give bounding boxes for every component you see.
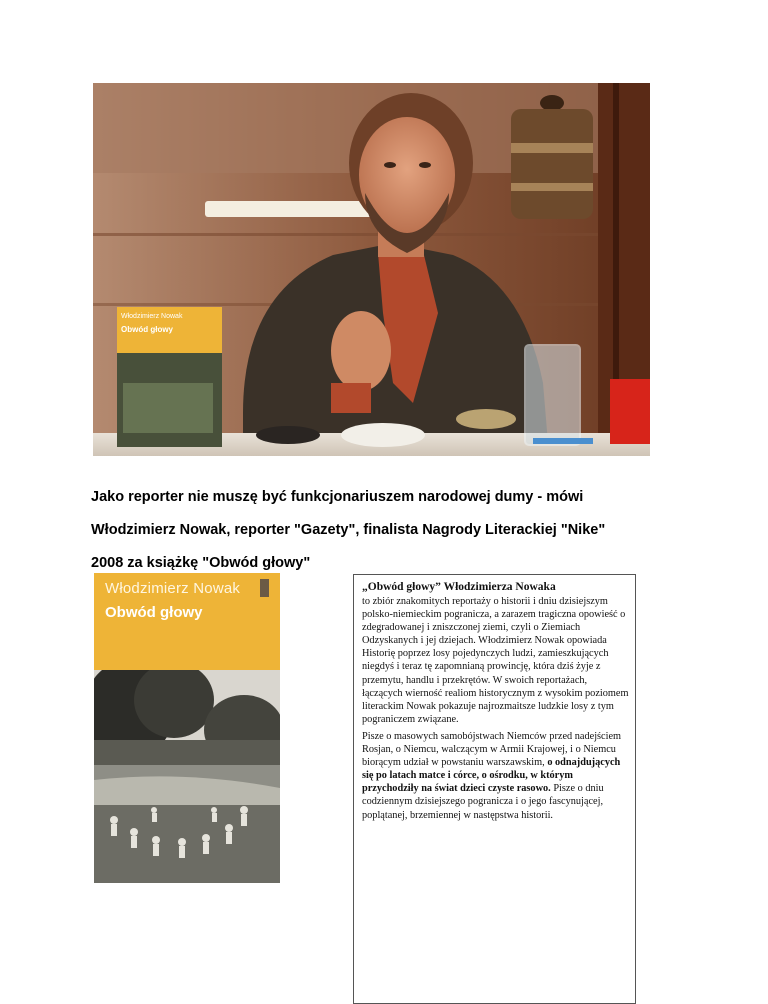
description-paragraph-1: to zbiór znakomitych reportaży o historii i dniu dzisiejszym polsko-niemieckim pogranicza, a zarazem tragiczna opowieść o zdegradowanej i zniszczonej ziemi, czyli o Ziemiach Odzyskanych i jej dziejach. Włodzimierz Nowak opowiada Historię poprzez losy pojedynczych ludzi, zamieszkujących niegdyś i teraz tę zapomnianą prowincję, która dziś żyje z przemytu, handlu i przekrętów. W swoich reportażach, łączących wierność realiom historycznym z wysokim poziomem literackim Nowak pokazuje najrozmaitsze ludzkie losy z tym pograniczem związane. [362,596,629,725]
headline-line-3: 2008 za książkę "Obwód głowy" [91,555,311,571]
book-description-box [353,574,636,1004]
author-photo [93,83,650,456]
photo-book-author: Włodzimierz Nowak [121,313,183,320]
description-title: „Obwód głowy” Włodzimierza Nowaka [362,581,556,593]
headline-line-2: Włodzimierz Nowak, reporter "Gazety", finalista Nagrody Literackiej "Nike" [91,522,606,538]
cover-author: Włodzimierz Nowak [105,580,241,597]
photo-book-title: Obwód głowy [121,325,173,334]
description-text-b: Pisze o dniu codziennym dzisiejszego pogranicza i o jego fascynującej, poplątanej, brzemiennej w następstwa historii. [362,783,604,821]
headline-line-1: Jako reporter nie muszę być funkcjonariuszem narodowej dumy - mówi [91,489,584,505]
publisher-mark [260,579,269,597]
book-cover [94,573,280,883]
description-paragraph-2 [362,730,629,822]
description-text-a: Pisze o masowych samobójstwach Niemców przed nadejściem Rosjan, o Niemcu, walczącym w Armii Krajowej, i o Niemcu biorącym udział w powstaniu warszawskim, [362,730,622,769]
cover-photo [94,670,280,883]
description-text-bold: o odnajdujących się po latach matce i córce, o ośrodku, w którym przychodziły na świat dzieci czyste rasowo. [362,757,621,795]
headline [91,481,691,580]
cover-title: Obwód głowy [105,604,203,621]
